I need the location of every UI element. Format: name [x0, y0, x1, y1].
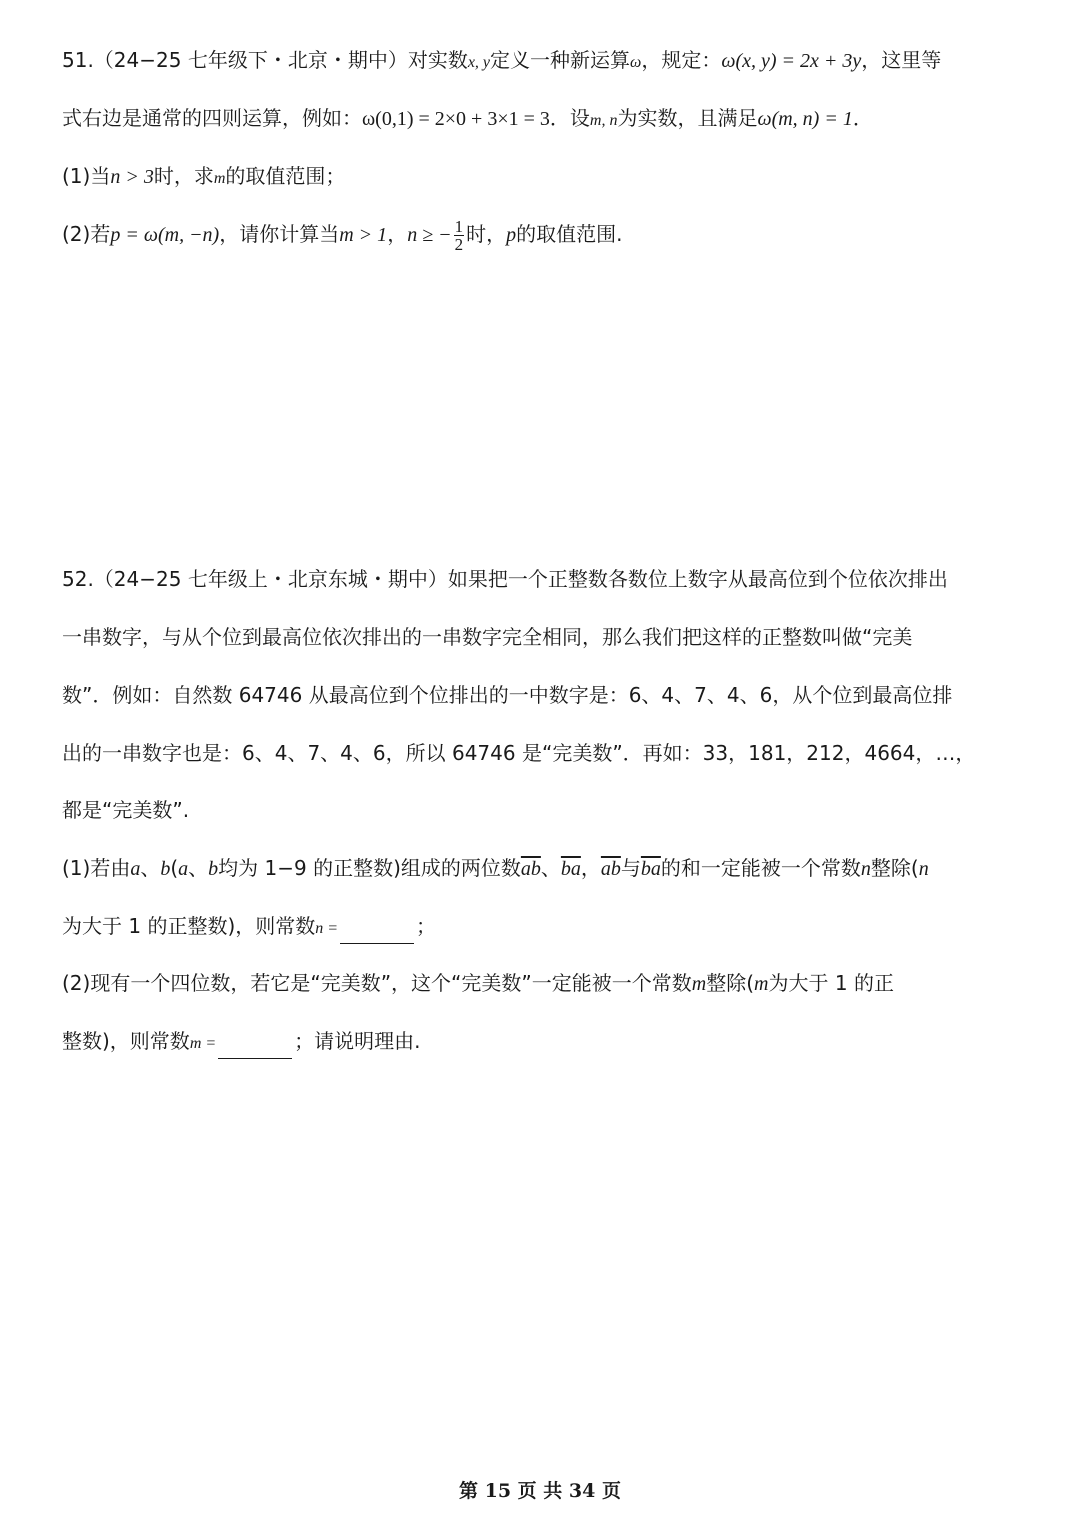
fraction-one-half: $\frac{1}{2}$ — [454, 217, 464, 254]
q51-line-2: 式右边是通常的四则运算，例如：ω(0,1) = 2×0 + 3×1 = 3．设m, n为实数，且满足ω(m, n) = 1． — [62, 106, 873, 130]
overline-ba: $\overline{ba}$ — [640, 858, 661, 880]
q52-part-2: (2)现有一个四位数，若它是“完美数”，这个“完美数”一定能被一个常数m整除(m为大于 1 的正 — [62, 971, 894, 995]
answer-blank-m[interactable] — [218, 1038, 292, 1059]
q52-part-2-cont: 整数)，则常数m = ；请说明理由. — [62, 1026, 1040, 1059]
q52-line-5: 都是“完美数”. — [62, 798, 190, 822]
q52-line-2: 一串数字，与从个位到最高位依次排出的一串数字完全相同，那么我们把这样的正整数叫做“完美 — [62, 625, 913, 649]
q52-line-1: 52.（24−25 七年级上・北京东城・期中）如果把一个正整数各数位上数字从最高位到个位依次排出 — [62, 567, 948, 591]
overline-ab: $\overline{ab}$ — [600, 858, 621, 880]
q52-part-1: (1)若由a、b(a、b均为 1−9 的正整数)组成的两位数$\overline{ab}$、$\overline{ba}$，$\overline{ab}$与$\overline{ba}$的和一定能被一个常数n整除(n — [62, 856, 929, 880]
q52-line-4: 出的一串数字也是：6、4、7、4、6，所以 64746 是“完美数”．再如：33，181，212，4664，…， — [62, 741, 976, 765]
page-footer: 第 15 页 共 34 页 — [459, 1480, 621, 1502]
answer-blank-n[interactable] — [340, 923, 414, 944]
q51-part-2: (2)若p = ω(m, −n)，请你计算当m > 1，n ≥ − $\frac{1}{2}$ 时，p的取值范围. — [62, 217, 623, 254]
q52-part-1-cont: 为大于 1 的正整数)，则常数n = ； — [62, 911, 1040, 944]
overline-ba: $\overline{ba}$ — [560, 858, 581, 880]
q52-line-3: 数”．例如：自然数 64746 从最高位到个位排出的一中数字是：6、4、7、4、6，从个位到最高位排 — [62, 683, 953, 707]
overline-ab: $\overline{ab}$ — [520, 858, 541, 880]
q51-part-1: (1)当n > 3时，求m的取值范围； — [62, 164, 346, 188]
q51-line-1: 51.（24−25 七年级下・北京・期中）对实数x, y定义一种新运算ω，规定：ω(x, y) = 2x + 3y，这里等 — [62, 48, 942, 72]
